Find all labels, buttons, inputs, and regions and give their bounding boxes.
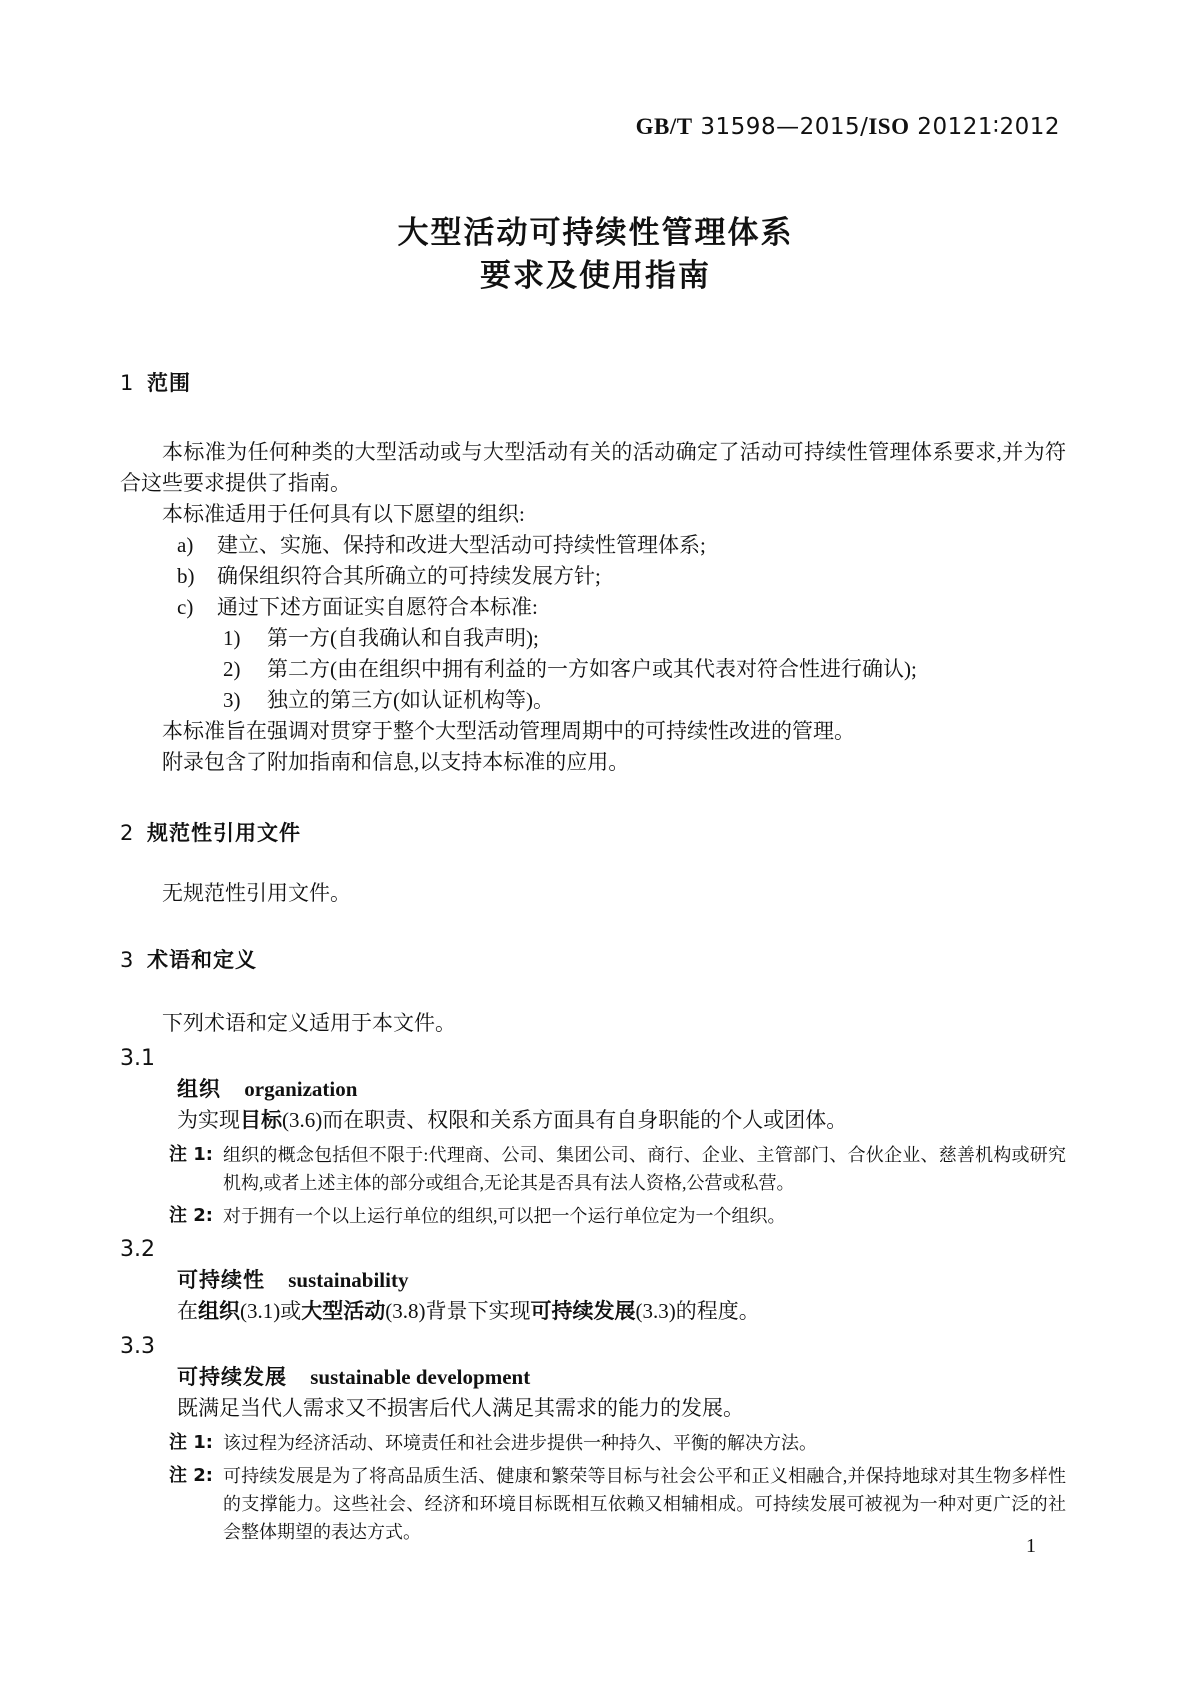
list-item-a-label: a) — [177, 533, 194, 557]
list-item-c-text: 通过下述方面证实自愿符合本标准: — [217, 595, 538, 619]
term-3-1-heading — [120, 1074, 1066, 1105]
section3-intro: 下列术语和定义适用于本文件。 — [162, 1011, 456, 1035]
document-title-line1: 大型活动可持续性管理体系 — [397, 215, 794, 251]
sublist-item-1 — [120, 623, 1066, 654]
term-3-1-note-1-label: 注 1: — [169, 1144, 213, 1165]
term-3-2-def-seg6: (3.3)的程度。 — [635, 1299, 760, 1323]
term-3-3-note-2-text: 可持续发展是为了将高品质生活、健康和繁荣等目标与社会公平和正义相融合,并保持地球对其生物多样性的支撑能力。这些社会、经济和环境目标既相互依赖又相辅相成。可持续发展可被视为一种对更广泛的社会整体期望的表达方式。 — [223, 1466, 1066, 1542]
list-item-b — [120, 561, 1066, 592]
sublist-item-2-label: 2) — [223, 657, 241, 681]
term-3-2-def-seg4: (3.8)背景下实现 — [385, 1299, 531, 1323]
term-3-3-note-1 — [120, 1429, 1066, 1457]
doc-code-iso: ISO — [868, 114, 910, 139]
sublist-item-2 — [120, 654, 1066, 685]
doc-code-number: 31598—2015/ — [692, 114, 869, 140]
list-item-b-label: b) — [177, 564, 195, 588]
term-3-2-def-seg5: 可持续发展 — [530, 1299, 636, 1323]
list-item-c — [120, 592, 1066, 623]
section1-heading — [120, 368, 1066, 399]
term-3-1-note-2-label: 注 2: — [169, 1205, 213, 1226]
term-3-2-def-seg2: (3.1)或 — [240, 1299, 302, 1323]
term-3-2-def-seg3: 大型活动 — [301, 1299, 386, 1323]
section3-heading — [120, 945, 1066, 976]
page-number: 1 — [1026, 1535, 1036, 1557]
term-3-3 — [120, 1331, 1066, 1546]
term-3-1-definition — [120, 1105, 1066, 1136]
term-3-3-en: sustainable development — [310, 1365, 531, 1389]
term-3-1-note-1 — [120, 1141, 1066, 1197]
section3-title: 术语和定义 — [147, 948, 257, 972]
sublist-item-1-label: 1) — [223, 626, 241, 650]
section2-title: 规范性引用文件 — [147, 821, 301, 845]
section1-number: 1 — [120, 371, 135, 395]
term-3-3-def-seg0: 既满足当代人需求又不损害后代人满足其需求的能力的发展。 — [177, 1396, 744, 1420]
sublist-item-3-text: 独立的第三方(如认证机构等)。 — [267, 688, 554, 712]
term-3-1-zh: 组织 — [177, 1077, 221, 1101]
sublist-item-1-text: 第一方(自我确认和自我声明); — [267, 626, 539, 650]
list-item-c-label: c) — [177, 595, 194, 619]
term-3-1-id: 3.1 — [120, 1046, 155, 1071]
term-3-2-id: 3.2 — [120, 1237, 155, 1262]
sublist-item-3-label: 3) — [223, 688, 241, 712]
doc-code-gbt: GB/T — [635, 114, 693, 139]
term-3-1-def-seg2: (3.6)而在职责、权限和关系方面具有自身职能的个人或团体。 — [282, 1108, 848, 1132]
term-3-1-def-seg1: 目标 — [240, 1108, 282, 1132]
document-title-line2: 要求及使用指南 — [480, 258, 711, 294]
section3-number: 3 — [120, 948, 135, 972]
sublist-item-2-text: 第二方(由在组织中拥有利益的一方如客户或其代表对符合性进行确认); — [267, 657, 917, 681]
section2-paragraph-1: 无规范性引用文件。 — [162, 881, 351, 905]
term-3-2-def-seg0: 在 — [177, 1299, 198, 1323]
section1-title: 范围 — [147, 371, 191, 395]
term-3-1-note-2 — [120, 1202, 1066, 1230]
doc-code-iso-number: 20121∶2012 — [909, 114, 1060, 140]
term-3-3-definition — [120, 1393, 1066, 1424]
term-3-3-heading — [120, 1362, 1066, 1393]
term-3-2-en: sustainability — [288, 1268, 409, 1292]
term-3-2-definition — [120, 1296, 1066, 1327]
section2-number: 2 — [120, 821, 135, 845]
term-3-1-note-1-text: 组织的概念包括但不限于:代理商、公司、集团公司、商行、企业、主管部门、合伙企业、慈善机构或研究机构,或者上述主体的部分或组合,无论其是否具有法人资格,公营或私营。 — [223, 1145, 1066, 1193]
term-3-2-zh: 可持续性 — [177, 1268, 265, 1292]
section2-heading — [120, 818, 1066, 849]
term-3-3-note-2-label: 注 2: — [169, 1465, 213, 1486]
term-3-3-note-2 — [120, 1462, 1066, 1546]
term-3-1-note-2-text: 对于拥有一个以上运行单位的组织,可以把一个运行单位定为一个组织。 — [223, 1206, 786, 1226]
document-title — [0, 212, 1191, 298]
term-3-1-en: organization — [244, 1077, 358, 1101]
term-3-1 — [120, 1043, 1066, 1230]
term-3-3-id: 3.3 — [120, 1334, 155, 1359]
term-3-1-def-seg0: 为实现 — [177, 1108, 240, 1132]
sublist-item-3 — [120, 685, 1066, 716]
list-item-a-text: 建立、实施、保持和改进大型活动可持续性管理体系; — [217, 533, 706, 557]
section1-paragraph-3: 本标准旨在强调对贯穿于整个大型活动管理周期中的可持续性改进的管理。 — [162, 719, 855, 743]
term-3-2-heading — [120, 1265, 1066, 1296]
term-3-3-zh: 可持续发展 — [177, 1365, 287, 1389]
document-code — [636, 112, 1060, 142]
term-3-3-note-1-label: 注 1: — [169, 1432, 213, 1453]
list-item-b-text: 确保组织符合其所确立的可持续发展方针; — [217, 564, 601, 588]
term-3-2-def-seg1: 组织 — [198, 1299, 240, 1323]
list-item-a — [120, 530, 1066, 561]
document-body — [120, 368, 1066, 1546]
section1-paragraph-2: 本标准适用于任何具有以下愿望的组织: — [162, 502, 525, 526]
section1-paragraph-4: 附录包含了附加指南和信息,以支持本标准的应用。 — [162, 750, 630, 774]
term-3-2 — [120, 1234, 1066, 1327]
term-3-3-note-1-text: 该过程为经济活动、环境责任和社会进步提供一种持久、平衡的解决方法。 — [223, 1433, 817, 1453]
section1-paragraph-1: 本标准为任何种类的大型活动或与大型活动有关的活动确定了活动可持续性管理体系要求,并为符合这些要求提供了指南。 — [120, 440, 1066, 495]
